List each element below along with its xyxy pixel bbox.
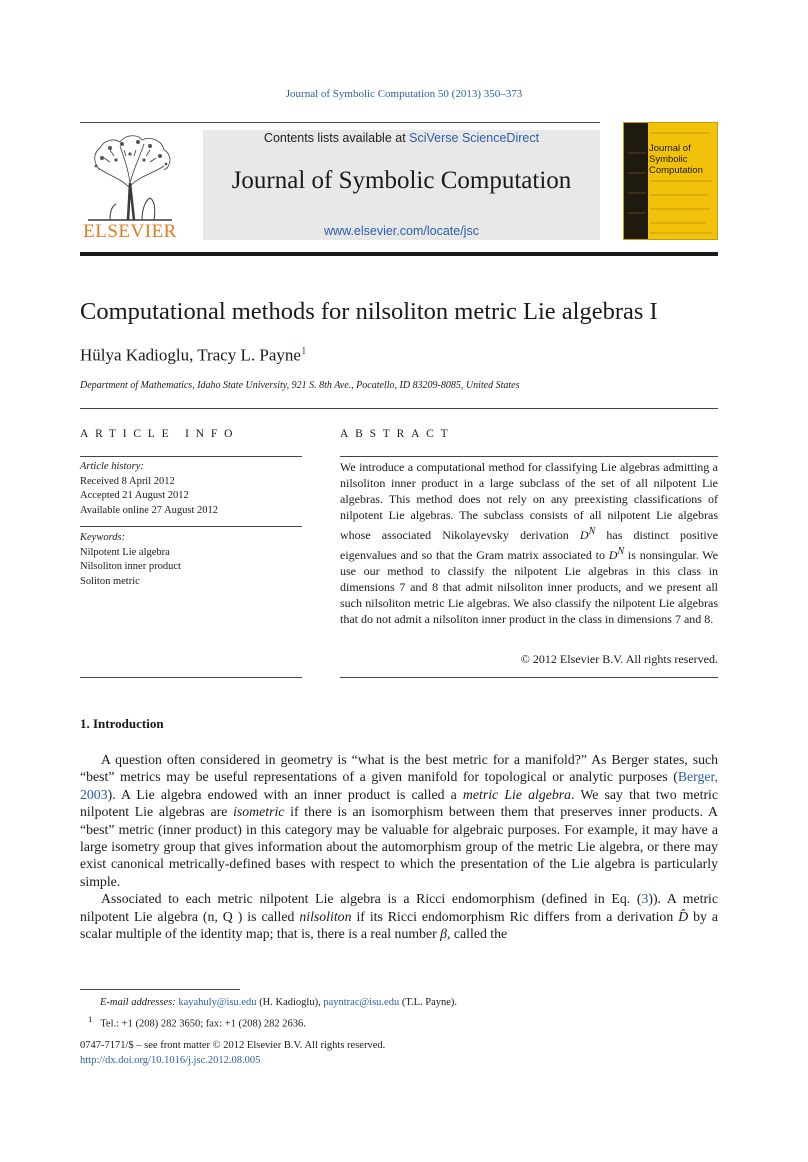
email-link-payne[interactable]: payntrac@isu.edu <box>323 997 400 1008</box>
elsevier-tree-icon <box>80 128 180 223</box>
masthead-top-rule <box>80 122 600 123</box>
keywords-label: Keywords: <box>80 532 126 543</box>
math-pair: (n, Q ) <box>202 908 243 924</box>
text-run: is called <box>242 908 300 924</box>
cover-title-line: Journal of <box>649 143 691 154</box>
emphasis: isometric <box>233 804 285 820</box>
abstract-end-rule <box>340 677 718 678</box>
article-info-end-rule <box>80 677 302 678</box>
email-owner: (H. Kadioglu), <box>256 997 324 1008</box>
cover-title <box>649 143 703 176</box>
article-meta-footer <box>80 1038 385 1068</box>
footnote-text: Tel.: +1 (208) 282 3650; fax: +1 (208) 282 2636. <box>100 1018 306 1030</box>
text-run: )). A metric nilpotent Lie algebra <box>80 891 718 924</box>
history-item: Accepted 21 August 2012 <box>80 490 189 501</box>
masthead-bottom-rule <box>80 252 718 256</box>
math-d: D <box>579 527 589 542</box>
footnote-mark: 1 <box>88 1014 93 1024</box>
author-footnote-mark[interactable]: 1 <box>300 345 307 357</box>
journal-cover-thumbnail <box>623 122 718 240</box>
cover-title-line: Symbolic <box>649 154 688 165</box>
abstract-heading: ABSTRACT <box>340 428 455 440</box>
paragraph <box>80 751 718 890</box>
math-n: N <box>588 525 596 537</box>
text-run: if its Ricci endomorphism Ric differs from a derivation <box>351 908 679 924</box>
section-heading-introduction: 1. Introduction <box>80 716 164 731</box>
journal-reference-link[interactable]: Journal of Symbolic Computation 50 (2013) 350–373 <box>285 88 523 100</box>
phone-footnote <box>80 1011 718 1033</box>
citation-link[interactable]: Berger, 2003 <box>80 769 718 802</box>
contents-prefix: Contents lists available at <box>263 131 410 145</box>
history-item: Received 8 April 2012 <box>80 475 175 487</box>
abstract-segment: has distinct positive eigenvalues and so that the Gram matrix associated to <box>340 527 719 562</box>
text-run: ). A Lie algebra endowed with an inner product is called a <box>107 786 463 802</box>
text-run: A question often considered in geometry is “what is the best metric for a manifold?” As Berger states, such “best” metrics may be useful representations of a given manifold for topological or analytic purposes ( <box>80 752 718 785</box>
math-dhat: D̂ <box>678 908 689 924</box>
article-authors <box>80 345 306 366</box>
keyword-item: Nilsoliton inner product <box>80 561 181 572</box>
introduction-body <box>80 751 718 942</box>
math-d: D <box>608 547 618 562</box>
history-label: Article history: <box>80 461 144 472</box>
text-run: by a scalar multiple of the identity map; that is, there is a real number <box>80 908 718 942</box>
emphasis: nilsoliton <box>299 908 352 924</box>
paragraph <box>80 890 718 942</box>
email-owner: (T.L. Payne). <box>399 997 458 1008</box>
email-label: E-mail addresses: <box>100 997 176 1008</box>
equation-ref-link[interactable]: 3 <box>641 891 649 907</box>
sciencedirect-link[interactable]: SciVerse ScienceDirect <box>409 131 540 145</box>
doi-link[interactable]: http://dx.doi.org/10.1016/j.jsc.2012.08.005 <box>80 1055 261 1066</box>
elsevier-logo <box>80 128 180 243</box>
article-history <box>80 460 302 518</box>
article-title: Computational methods for nilsoliton metric Lie algebras I <box>80 298 658 325</box>
issn-line: 0747-7171/$ – see front matter © 2012 Elsevier B.V. All rights reserved. <box>80 1040 386 1051</box>
journal-title: Journal of Symbolic Computation <box>231 167 572 194</box>
keywords-block <box>80 531 302 589</box>
footnote-rule <box>80 989 240 990</box>
abstract-rule <box>340 456 718 457</box>
text-run: . We say that two metric nilpotent Lie algebras are <box>80 786 718 820</box>
cover-formula-pattern-icon <box>624 123 718 240</box>
author-affiliation: Department of Mathematics, Idaho State University, 921 S. 8th Ave., Pocatello, ID 83209-8085, United States <box>80 380 520 391</box>
math-n: N <box>617 545 625 557</box>
text-run: , called the <box>447 926 508 942</box>
text-run: Associated to each metric nilpotent Lie algebra is a Ricci endomorphism (defined in Eq. ( <box>101 891 642 907</box>
footnotes <box>80 995 718 1033</box>
keyword-item: Nilpotent Lie algebra <box>80 546 170 558</box>
math-beta: β <box>440 926 448 942</box>
history-item: Available online 27 August 2012 <box>80 504 219 516</box>
contents-availability-line <box>203 131 600 145</box>
text-run: if there is an isomorphism between them that preserves inner products. A “best” metric (inner product) in this category may be valuable for algebraic purposes. For example, it may have a large isometry group that gives information about the automorphism group of the metric Lie algebra, or there may exist canonical metrically-defined bases with respect to which the presentation of the Lie algebra is particularly simple. <box>80 804 718 889</box>
affiliation-rule <box>80 408 718 409</box>
email-link-kadioglu[interactable]: kayahuly@isu.edu <box>178 997 257 1008</box>
abstract-text <box>340 460 718 628</box>
author-names: Hülya Kadioglu, Tracy L. Payne <box>80 345 301 365</box>
emphasis: metric Lie algebra <box>462 786 572 802</box>
article-info-rule <box>80 456 302 457</box>
abstract-segment: is nonsingular. We use our method to classify the nilpotent Lie algebras in this class in dimensions 7 and 8 that admit nilsoliton inner products, and we present all such nilsoliton metric Lie algebras. We also classify the nilpotent Lie algebras that do not admit a nilsoliton inner product in the class in dimensions 7 and 8. <box>340 547 718 626</box>
cover-title-line: Computation <box>649 165 703 176</box>
keyword-item: Soliton metric <box>80 575 140 587</box>
abstract-segment: We introduce a computational method for classifying Lie algebras admitting a nilsoliton inner product in a large subclass of the set of all nilpotent Lie algebras. This method does not rely on any preexisting classifications of nilpotent Lie algebras. The subclass consists of all nilpotent Lie algebras whose associated Nikolayevsky derivation <box>340 460 718 542</box>
journal-url-link[interactable]: www.elsevier.com/locate/jsc <box>324 224 479 238</box>
abstract-copyright: © 2012 Elsevier B.V. All rights reserved. <box>520 652 718 666</box>
email-footnote <box>80 995 718 1011</box>
elsevier-wordmark: ELSEVIER <box>83 221 177 242</box>
history-rule <box>80 526 302 527</box>
article-info-heading: ARTICLE INFO <box>80 428 240 440</box>
